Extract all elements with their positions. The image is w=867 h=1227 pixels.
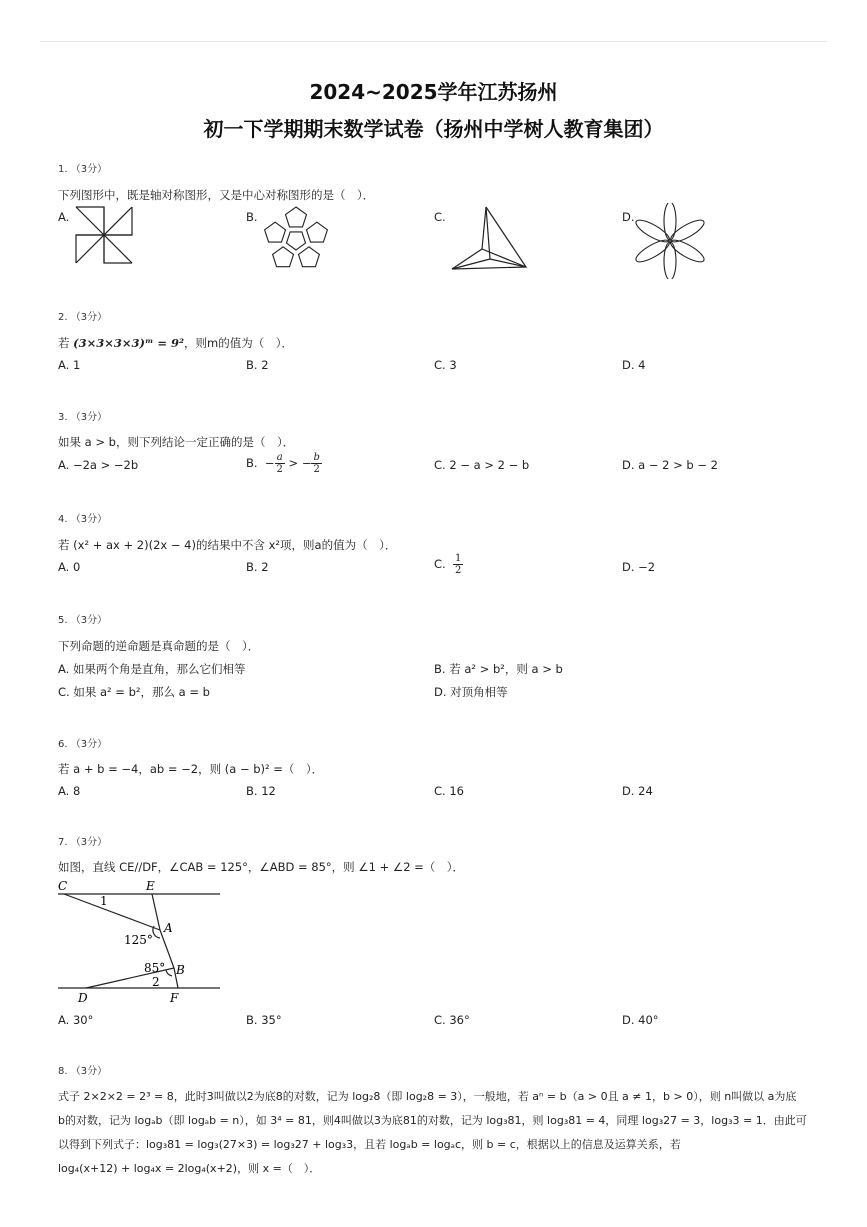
option-d-label: D. (622, 210, 635, 224)
question-stem-line2: b的对数，记为 logₐb（即 logₐb = n），如 3⁴ = 81，则4叫做以3为底81的对数，记为 log₃81，则 log₃81 = 4，同理 log₃27 = 3，log₃3 = 1．由此可 (58, 1114, 807, 1127)
angle-arc-b (166, 970, 172, 976)
option-d: D. −2 (622, 560, 656, 574)
label-e: E (146, 879, 155, 893)
question-stem: 如图，直线 CE//DF，∠CAB = 125°，∠ABD = 85°，则 ∠1 + ∠2 =（ ）． (58, 860, 465, 874)
option-c-label: C. (434, 210, 446, 224)
question-number: 1. （3分） (58, 164, 108, 175)
stem-math: (3×3×3×3)ᵐ = 9² (73, 336, 185, 350)
option-b: B. 若 a² > b²，则 a > b (434, 662, 563, 676)
pentagon-flower-figure (258, 203, 334, 273)
question-number: 6. （3分） (58, 739, 108, 750)
option-c: C. 16 (434, 784, 464, 798)
petal-flower-figure (634, 203, 706, 279)
option-d: D. 对顶角相等 (434, 685, 508, 699)
question-stem: 下列命题的逆命题是真命题的是（ ）． (58, 639, 260, 653)
option-b-label: B. (246, 456, 258, 470)
option-c: C. 3 (434, 358, 457, 372)
stem-text: ，则m的值为（ ）． (184, 336, 293, 350)
pentagon-shape (265, 222, 286, 242)
question-stem: 如果 a > b，则下列结论一定正确的是（ ）． (58, 435, 295, 449)
label-1: 1 (100, 894, 108, 908)
frac-denominator: 2 (276, 464, 283, 475)
label-2: 2 (152, 975, 160, 989)
frac-denominator: 2 (455, 565, 462, 576)
option-d: D. 40° (622, 1013, 659, 1027)
question-number: 2. （3分） (58, 312, 108, 323)
option-b: B. 2 (246, 560, 269, 574)
option-c: C. 2 − a > 2 − b (434, 458, 530, 472)
option-c (434, 553, 463, 576)
option-a: A. 0 (58, 560, 81, 574)
pentagon-shape (287, 232, 306, 250)
top-divider (40, 41, 827, 42)
option-b-label: B. (246, 210, 258, 224)
option-c: C. 如果 a² = b²，那么 a = b (58, 685, 210, 699)
pinwheel-figure (72, 203, 136, 267)
segment-ca (64, 894, 160, 930)
parallel-lines-figure (56, 878, 222, 1006)
question-stem: 若 a + b = −4，ab = −2，则 (a − b)² =（ ）． (58, 762, 324, 776)
option-b: B. − $\frac{a}{2}$ > − $\frac{b}{2}$ (246, 452, 320, 475)
label-125: 125° (124, 933, 153, 947)
option-a-label: A. (58, 210, 70, 224)
question-stem-line1: 式子 2×2×2 = 2³ = 8，此时3叫做以2为底8的对数，记为 log₂8（即 log₂8 = 3），一般地，若 aⁿ = b（a > 0且 a ≠ 1，b > 0），则 n叫做以 a为底 (58, 1090, 797, 1103)
label-b: B (176, 963, 185, 977)
page-subtitle: 初一下学期期末数学试卷（扬州中学树人教育集团） (203, 117, 664, 141)
pentagon-shape (299, 247, 320, 267)
option-a: A. 8 (58, 784, 81, 798)
label-a: A (164, 921, 173, 935)
frac-numerator: 1 (455, 553, 462, 564)
option-a: A. 30° (58, 1013, 94, 1027)
question-stem (58, 335, 293, 351)
question-number: 7. （3分） (58, 837, 108, 848)
option-d: D. 4 (622, 358, 646, 372)
pentagon-shape (286, 207, 307, 227)
stem-text: 若 (58, 336, 74, 350)
option-a: A. 如果两个角是直角，那么它们相等 (58, 662, 246, 676)
question-stem: 若 (x² + ax + 2)(2x − 4)的结果中不含 x²项，则a的值为（ ）． (58, 538, 397, 552)
label-85: 85° (144, 961, 166, 975)
segment-ea (152, 894, 160, 930)
question-number: 5. （3分） (58, 615, 108, 626)
option-a: A. 1 (58, 358, 81, 372)
label-f: F (170, 991, 179, 1005)
frac-numerator: b (313, 452, 320, 463)
option-b: B. 12 (246, 784, 276, 798)
page-title: 2024~2025学年江苏扬州 (309, 80, 558, 104)
option-d: D. a − 2 > b − 2 (622, 458, 718, 472)
option-d: D. 24 (622, 784, 653, 798)
option-c: C. 36° (434, 1013, 470, 1027)
question-number: 8. （3分） (58, 1066, 108, 1077)
option-b: B. 35° (246, 1013, 282, 1027)
label-d: D (78, 991, 88, 1005)
pentagon-shape (307, 222, 328, 242)
option-c-label: C. (434, 557, 446, 571)
option-a: A. −2a > −2b (58, 458, 139, 472)
frac-numerator: a (275, 452, 285, 464)
option-b: B. 2 (246, 358, 269, 372)
question-stem-line4: log₄(x+12) + log₄x = 2log₄(x+2)，则 x =（ ）． (58, 1162, 321, 1175)
question-number: 3. （3分） (58, 412, 108, 423)
question-stem-line3: 以得到下列式子：log₃81 = log₃(27×3) = log₃27 + log₃3，且若 logₐb = logₐc，则 b = c，根据以上的信息及运算关系，若 (58, 1138, 681, 1151)
label-c: C (58, 879, 68, 893)
question-stem: 下列图形中，既是轴对称图形，又是中心对称图形的是（ ）． (58, 188, 375, 202)
question-number: 4. （3分） (58, 514, 108, 525)
pentagon-shape (273, 247, 294, 267)
triangle-blades-figure (448, 203, 532, 273)
frac-denominator: 2 (313, 464, 320, 475)
